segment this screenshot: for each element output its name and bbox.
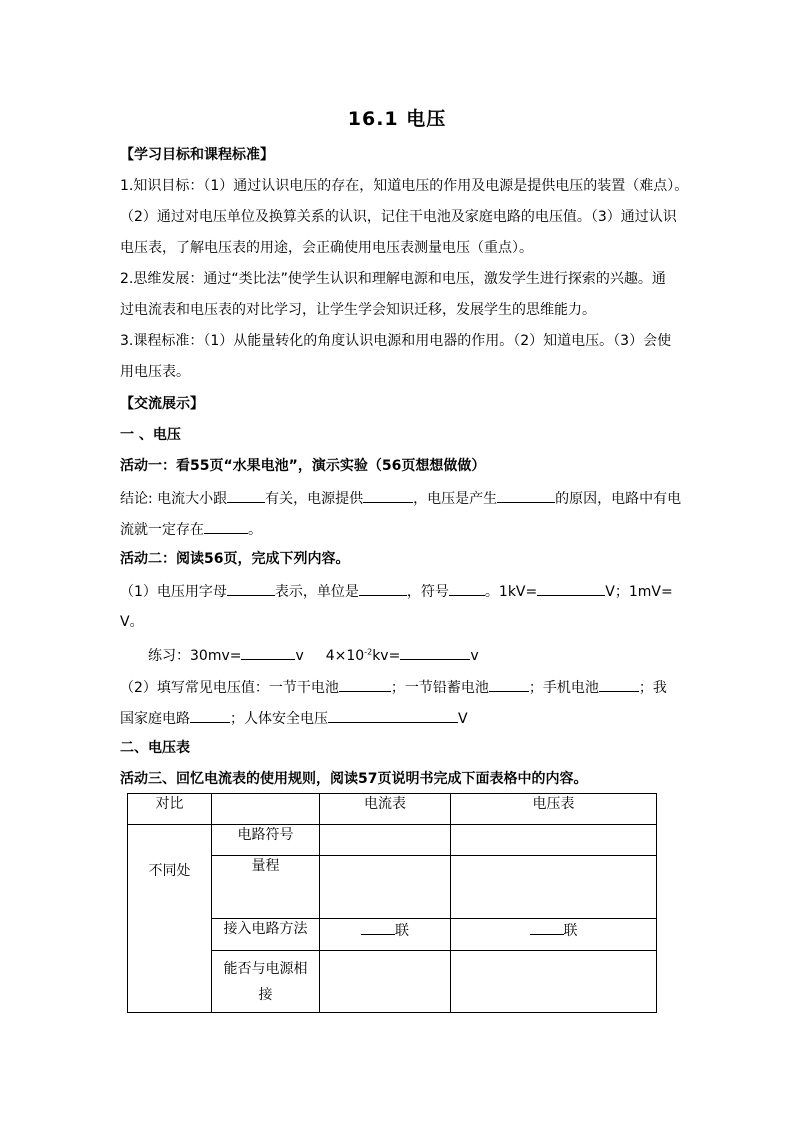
q2-text-g: V [458, 711, 468, 727]
conclusion-line-1 [120, 487, 692, 509]
blank-voltage-unit[interactable] [359, 580, 407, 596]
goal-3-line-2: 用电压表。 [120, 364, 190, 380]
cell-ammeter-connection[interactable] [320, 919, 451, 951]
header-ammeter: 电流表 [320, 794, 451, 825]
blank-lead-acid[interactable] [489, 676, 529, 692]
conclusion-text-f: 。 [248, 522, 262, 538]
q1-text-b: 表示，单位是 [274, 584, 359, 600]
q1-text-e: V；1mV= [605, 584, 673, 600]
goal-2-line-2: 过电流表和电压表的对比学习，让学生学会知识迁移，发展学生的思维能力。 [120, 302, 596, 318]
q2-text-d: ；我 [638, 680, 667, 696]
blank-practice-2[interactable] [400, 644, 470, 660]
q1-text-d: 。1kV= [484, 584, 538, 600]
section-heading-goals: 【学习目标和课程标准】 [120, 147, 274, 163]
q1-text-c: ，符号 [406, 584, 449, 600]
cell-voltmeter-connection[interactable] [451, 919, 657, 951]
goal-1-line-3: 电压表，了解电压表的用途，会正确使用电压表测量电压（重点）。 [120, 240, 533, 256]
table-header-row [128, 794, 657, 825]
blank-current-depends[interactable] [227, 487, 265, 503]
blank-source-provides[interactable] [363, 487, 413, 503]
question-2-line-1 [120, 676, 692, 698]
conclusion-line-2 [120, 518, 692, 540]
cell-ammeter-source[interactable] [320, 951, 451, 1013]
row-label-range: 量程 [212, 856, 320, 919]
blank-household-circuit[interactable] [190, 707, 230, 723]
part-1-heading: 一 、电压 [120, 427, 181, 443]
cell-ammeter-symbol[interactable] [320, 825, 451, 856]
voltmeter-connection-suffix: 联 [563, 923, 578, 939]
blank-voltage-letter[interactable] [227, 580, 275, 596]
activity-1: 活动一：看55页“水果电池”，演示实验（56页想想做做） [120, 458, 486, 474]
blank-dry-cell[interactable] [339, 676, 391, 692]
q1-text-a: （1）电压用字母 [120, 584, 227, 600]
header-blank [212, 794, 320, 825]
ammeter-connection-suffix: 联 [395, 923, 409, 939]
blank-voltage-symbol[interactable] [449, 580, 485, 596]
blank-ammeter-connection[interactable] [361, 919, 395, 935]
cell-voltmeter-symbol[interactable] [451, 825, 657, 856]
practice-text-b: v [295, 648, 304, 664]
activity-2: 活动二：阅读56页，完成下列内容。 [120, 551, 350, 567]
q2-text-c: ；手机电池 [528, 680, 599, 696]
activity-3: 活动三、回忆电流表的使用规则，阅读57页说明书完成下面表格中的内容。 [120, 771, 588, 787]
practice-line [148, 644, 720, 666]
practice-text-a: 练习：30mv= [148, 648, 242, 664]
blank-voltmeter-connection[interactable] [530, 919, 564, 935]
question-1-line-2 [120, 611, 692, 632]
cell-voltmeter-source[interactable] [451, 951, 657, 1013]
table-row [128, 825, 657, 856]
cell-voltmeter-range[interactable] [451, 856, 657, 919]
blank-practice-1[interactable] [241, 644, 295, 660]
blank-kv-conversion[interactable] [537, 580, 605, 596]
q2-text-b: ；一节铅蓄电池 [390, 680, 489, 696]
question-1-line-1 [120, 580, 692, 602]
blank-safe-voltage[interactable] [328, 707, 458, 723]
part-2-heading: 二、电压表 [120, 740, 190, 756]
header-voltmeter: 电压表 [451, 794, 657, 825]
practice-exponent: -2 [364, 647, 373, 657]
goal-3-line-1: 3.课程标准：（1）从能量转化的角度认识电源和用电器的作用。（2）知道电压。（3）会使 [120, 333, 672, 349]
header-compare: 对比 [128, 794, 212, 825]
conclusion-text-d: 的原因，电路中有电 [555, 491, 682, 507]
blank-phone-battery[interactable] [599, 676, 639, 692]
conclusion-text-a: 结论: 电流大小跟 [120, 491, 228, 507]
goal-1-line-1: 1.知识目标：（1）通过认识电压的存在，知道电压的作用及电源是提供电压的装置（难点）。 [120, 178, 689, 194]
goal-2-line-1: 2.思维发展：通过“类比法”使学生认识和理解电源和电压，激发学生进行探索的兴趣。通 [120, 271, 666, 287]
group-label-differences: 不同处 [128, 825, 212, 1013]
row-label-connection-method: 接入电路方法 [212, 919, 320, 951]
conclusion-text-e: 流就一定存在 [120, 522, 204, 538]
q1-text-f: V。 [120, 614, 144, 630]
goal-1-line-2: （2）通过对电压单位及换算关系的认识，记住干电池及家庭电路的电压值。（3）通过认识 [120, 209, 677, 225]
q2-text-e: 国家庭电路 [120, 711, 190, 727]
page-title: 16.1 电压 [347, 108, 447, 130]
practice-text-d: kv= [372, 648, 401, 664]
cell-ammeter-range[interactable] [320, 856, 451, 919]
practice-text-c: 4×10 [325, 648, 365, 664]
question-2-line-2 [120, 707, 692, 729]
blank-must-exist[interactable] [204, 518, 248, 534]
q2-text-f: ；人体安全电压 [230, 711, 328, 727]
q2-text-a: （2）填写常见电压值：一节干电池 [120, 680, 339, 696]
conclusion-text-c: ，电压是产生 [413, 491, 498, 507]
row-label-connect-to-source-l2: 接 [258, 987, 273, 1003]
blank-voltage-causes[interactable] [497, 487, 555, 503]
conclusion-text-b: 有关，电源提供 [265, 491, 364, 507]
row-label-connect-to-source [212, 951, 320, 1013]
row-label-connect-to-source-l1: 能否与电源相 [223, 961, 308, 977]
row-label-circuit-symbol: 电路符号 [212, 825, 320, 856]
section-heading-exchange: 【交流展示】 [120, 396, 204, 412]
comparison-table [127, 793, 657, 1013]
practice-text-e: v [470, 648, 479, 664]
